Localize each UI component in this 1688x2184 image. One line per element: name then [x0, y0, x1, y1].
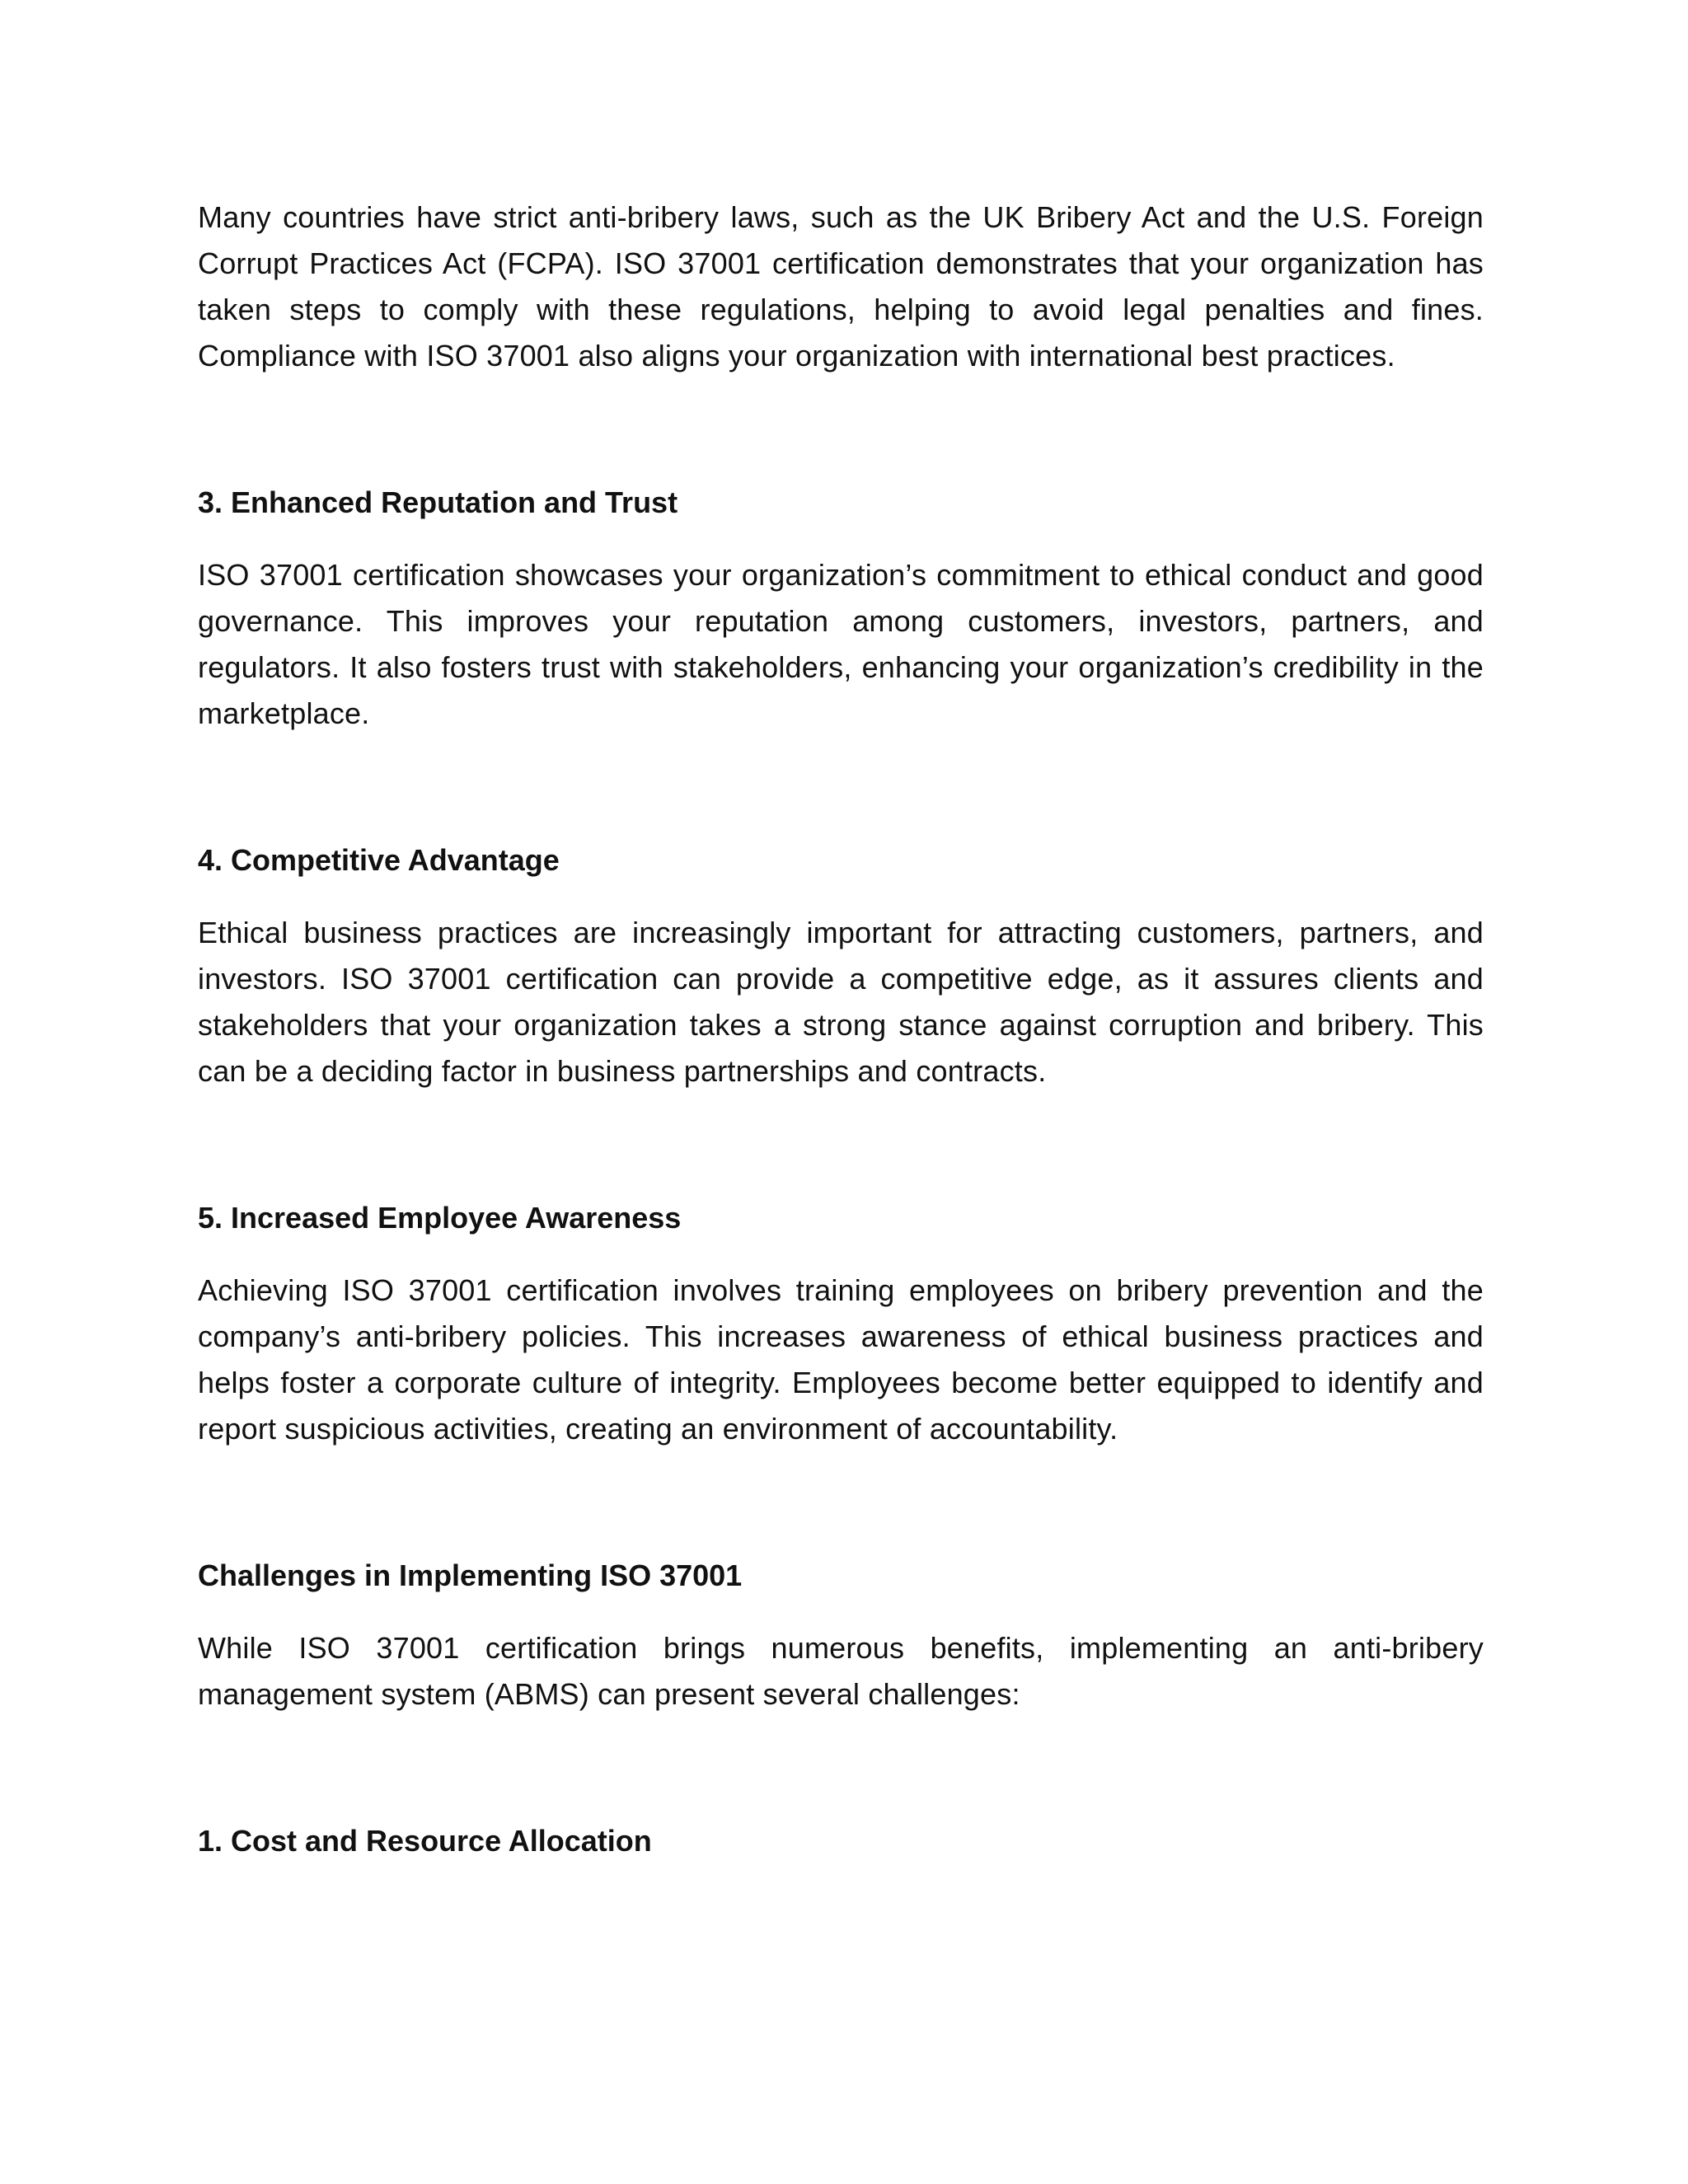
- section-spacer: [198, 379, 1484, 480]
- paragraph-employee-awareness: Achieving ISO 37001 certification involves training employees on bribery prevention and the company’s anti-bribery policies. This increases awareness of ethical business practices and helps foster a corporate culture of integrity. Employees become better equipped to identify and report suspicious activities, creating an environment of accountability.: [198, 1273, 1484, 1446]
- heading-cost-resource: 1. Cost and Resource Allocation: [198, 1824, 652, 1858]
- intro-paragraph: Many countries have strict anti-bribery laws, such as the UK Bribery Act and the U.S. Foreign Corrupt Practices Act (FCPA). ISO 37001 certification demonstrates that your organization has taken steps to comply with these regulations, helping to avoid legal penalties and fines. Compliance with ISO 37001 also aligns your organization with international best practices.: [198, 200, 1484, 373]
- heading-spacer: [198, 1241, 1484, 1268]
- heading-employee-awareness: 5. Increased Employee Awareness: [198, 1201, 682, 1235]
- heading-challenges: Challenges in Implementing ISO 37001: [198, 1558, 743, 1592]
- document-content: [198, 194, 1484, 1864]
- paragraph-challenges: While ISO 37001 certification brings numerous benefits, implementing an anti-bribery management system (ABMS) can present several challenges:: [198, 1631, 1484, 1711]
- paragraph-competitive-advantage: Ethical business practices are increasingly important for attracting customers, partners, and investors. ISO 37001 certification can provide a competitive edge, as it assures clients and stakeholders that your organization takes a strong stance against corruption and bribery. This can be a deciding factor in business partnerships and contracts.: [198, 916, 1484, 1088]
- heading-spacer: [198, 1599, 1484, 1625]
- heading-spacer: [198, 883, 1484, 910]
- section-spacer: [198, 737, 1484, 837]
- heading-competitive-advantage: 4. Competitive Advantage: [198, 843, 560, 877]
- section-spacer: [198, 1718, 1484, 1818]
- paragraph-enhanced-reputation: ISO 37001 certification showcases your organization’s commitment to ethical conduct and good governance. This improves your reputation among customers, investors, partners, and regulators. It also fosters trust with stakeholders, enhancing your organization’s credibility in the marketplace.: [198, 558, 1484, 730]
- section-spacer: [198, 1452, 1484, 1553]
- section-spacer: [198, 1094, 1484, 1195]
- heading-spacer: [198, 526, 1484, 552]
- heading-enhanced-reputation: 3. Enhanced Reputation and Trust: [198, 485, 678, 519]
